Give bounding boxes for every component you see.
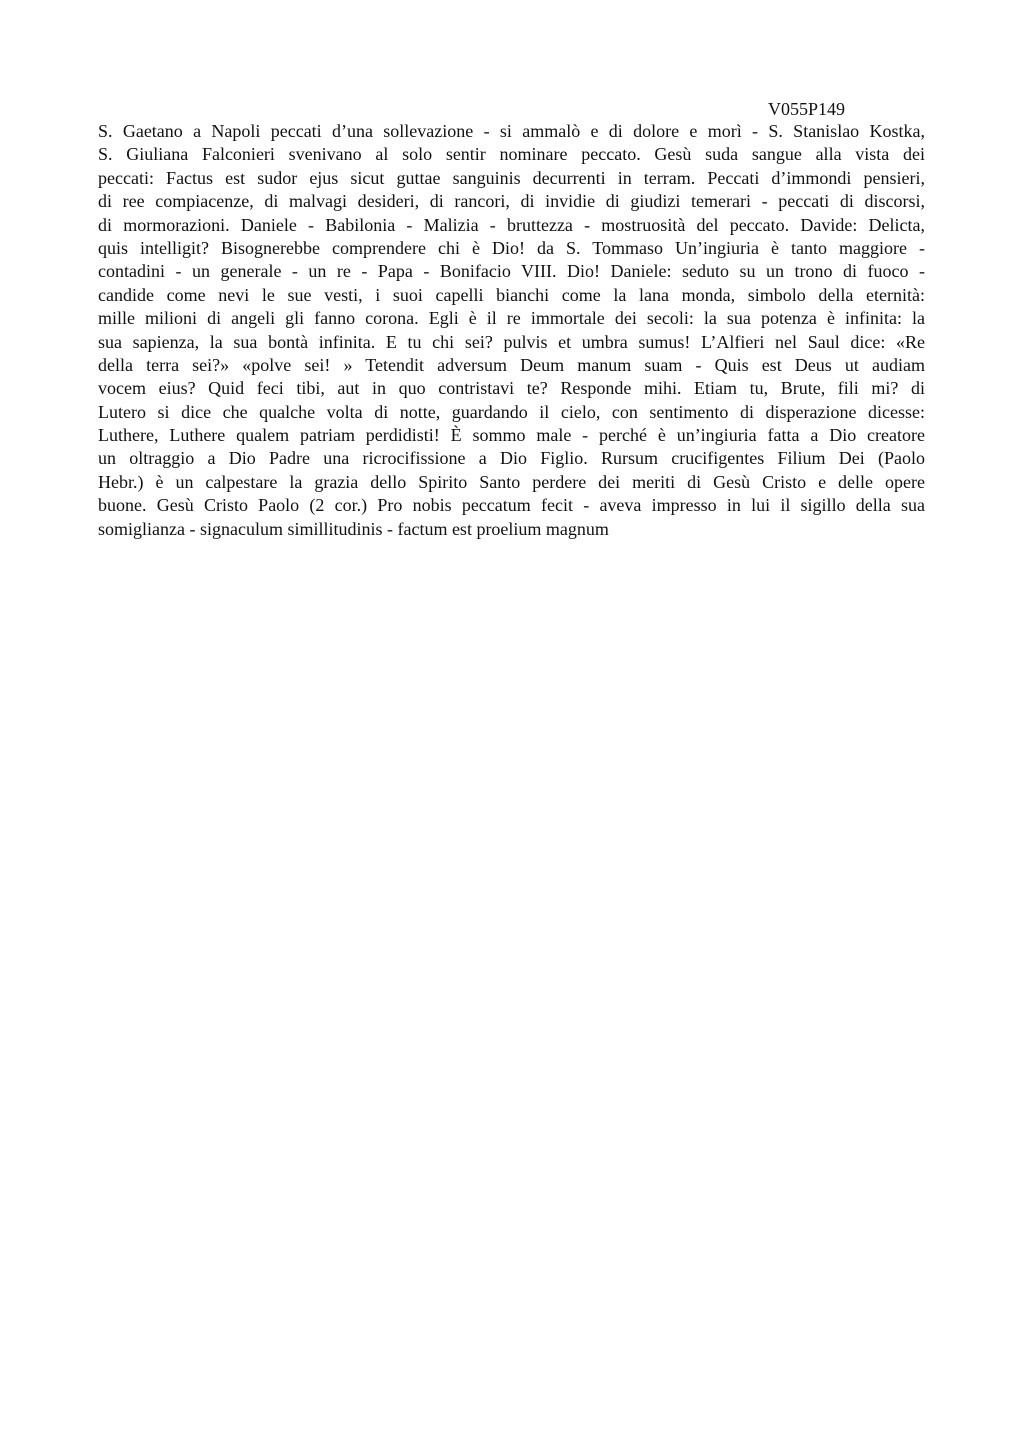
text-line: mille milioni di angeli gli fanno corona. Egli è il re immortale dei secoli: la sua potenza è infinita: la (98, 308, 925, 329)
text-line: quis intelligit? Bisognerebbe comprendere chi è Dio! da S. Tommaso Un’ingiuria è tanto maggiore - (98, 237, 925, 258)
text-line: Lutero si dice che qualche volta di notte, guardando il cielo, con sentimento di disperazione dicesse: (98, 401, 925, 422)
text-line: peccati: Factus est sudor ejus sicut guttae sanguinis decurrenti in terram. Peccati d’immondi pensieri, (98, 167, 925, 188)
text-line: candide come nevi le sue vesti, i suoi capelli bianchi come la lana monda, simbolo della eternità: (98, 284, 925, 305)
text-line: S. Giuliana Falconieri svenivano al solo sentir nominare peccato. Gesù suda sangue alla vista dei (98, 144, 925, 165)
text-line: somiglianza - signaculum simillitudinis - factum est proelium magnum (98, 518, 609, 539)
text-line: un oltraggio a Dio Padre una ricrocifissione a Dio Figlio. Rursum crucifigentes Filium Dei (Paolo (98, 448, 925, 469)
text-line: S. Gaetano a Napoli peccati d’una sollevazione - si ammalò e di dolore e morì - S. Stanislao Kostka, (98, 121, 925, 141)
text-line: vocem eius? Quid feci tibi, aut in quo contristavi te? Responde mihi. Etiam tu, Brute, fili mi? di (98, 378, 925, 399)
text-line: buone. Gesù Cristo Paolo (2 cor.) Pro nobis peccatum fecit - aveva impresso in lui il sigillo della sua (98, 495, 925, 516)
text-line: di mormorazioni. Daniele - Babilonia - Malizia - bruttezza - mostruosità del peccato. Davide: Delicta, (98, 214, 925, 235)
text-line: della terra sei?» «polve sei! » Tetendit adversum Deum manum suam - Quis est Deus ut audiam (98, 354, 925, 375)
page-identifier: V055P149 (768, 99, 846, 119)
text-line: Luthere, Luthere qualem patriam perdidisti! È sommo male - perché è un’ingiuria fatta a Dio creatore (98, 425, 925, 446)
body-paragraph (98, 120, 925, 541)
text-line: di ree compiacenze, di malvagi desideri, di rancori, di invidie di giudizi temerari - peccati di discorsi, (98, 191, 925, 212)
text-line: sua sapienza, la sua bontà infinita. E tu chi sei? pulvis et umbra sumus! L’Alfieri nel Saul dice: «Re (98, 331, 925, 352)
text-line: Hebr.) è un calpestare la grazia dello Spirito Santo perdere dei meriti di Gesù Cristo e delle opere (98, 471, 925, 492)
text-line: contadini - un generale - un re - Papa - Bonifacio VIII. Dio! Daniele: seduto su un trono di fuoco - (98, 261, 925, 282)
